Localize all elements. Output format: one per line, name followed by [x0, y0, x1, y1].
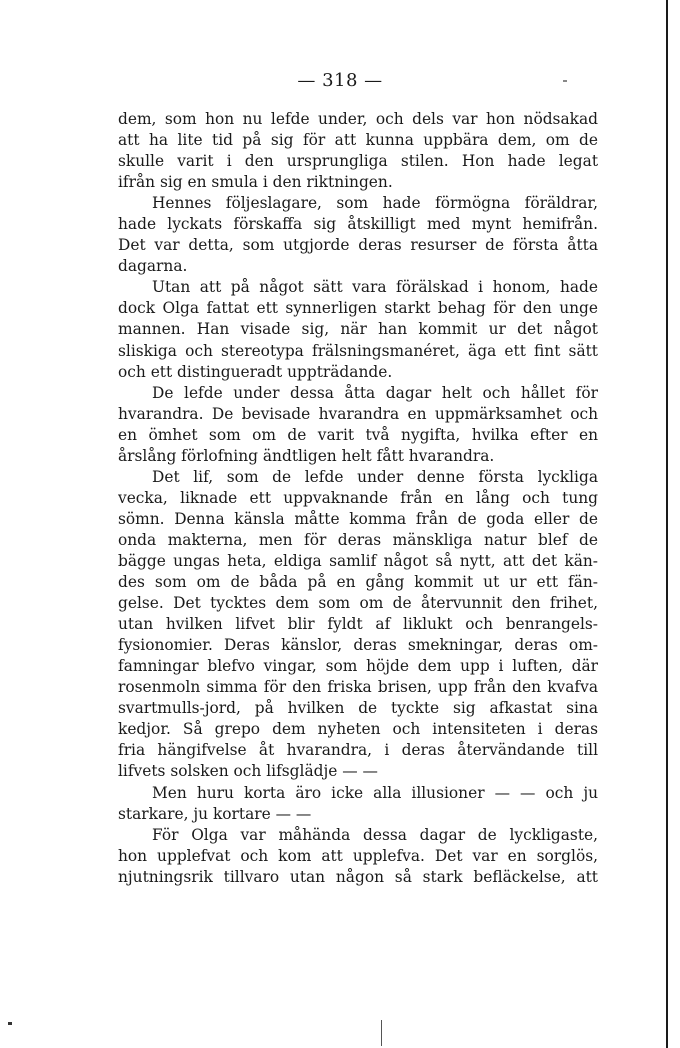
- text-line: vecka, liknade ett uppvaknande från en lång och tung: [118, 488, 598, 507]
- text-line: rosenmoln simma för den friska brisen, upp från den kvafva: [118, 678, 598, 697]
- scan-edge-rule: [666, 0, 668, 1048]
- text-line: bägge ungas heta, eldiga samlif något så nytt, att det kän-: [118, 551, 598, 570]
- text-line: kedjor. Så grepo dem nyheten och intensiteten i deras: [118, 720, 598, 739]
- page-number: — 318 —: [297, 70, 383, 91]
- body-text: [118, 109, 598, 888]
- text-line: fria hängifvelse åt hvarandra, i deras återvändande till: [118, 741, 598, 760]
- text-line: dagarna.: [118, 257, 188, 276]
- text-line: och ett distingueradt uppträdande.: [118, 362, 393, 381]
- text-line: hade lyckats förskaffa sig åtskilligt med mynt hemifrån.: [118, 215, 598, 234]
- text-line: För Olga var måhända dessa dagar de lyckligaste,: [152, 825, 598, 844]
- text-line: mannen. Han visade sig, när han kommit ur det något: [118, 320, 598, 339]
- text-line: Men huru korta äro icke alla illusioner — — och ju: [152, 783, 598, 802]
- text-line: utan hvilken lifvet blir fyldt af liklukt och benrangels-: [118, 615, 598, 634]
- text-line: fysionomier. Deras känslor, deras smekningar, deras om-: [118, 636, 598, 655]
- text-line: famningar blefvo vingar, som höjde dem upp i luften, där: [118, 657, 598, 676]
- text-line: starkare, ju kortare — —: [118, 804, 312, 823]
- text-line: gelse. Det tycktes dem som om de återvunnit den frihet,: [118, 594, 598, 613]
- text-line: sömn. Denna känsla måtte komma från de goda eller de: [118, 509, 598, 528]
- text-line: Det lif, som de lefde under denne första lyckliga: [152, 467, 598, 486]
- text-line: Hennes följeslagare, som hade förmögna föräldrar,: [152, 194, 598, 213]
- text-line: att ha lite tid på sig för att kunna uppbära dem, om de: [118, 131, 598, 150]
- text-line: lifvets solsken och lifsglädje — —: [118, 762, 378, 781]
- text-line: dem, som hon nu lefde under, och dels var hon nödsakad: [118, 110, 598, 128]
- text-line: svartmulls-jord, på hvilken de tyckte sig afkastat sina: [118, 699, 598, 718]
- text-line: skulle varit i den ursprungliga stilen. Hon hade legat: [118, 152, 598, 171]
- text-line: sliskiga och stereotypa frälsningsmanéret, äga ett fint sätt: [118, 341, 598, 360]
- text-line: årslång förlofning ändtligen helt fått hvarandra.: [118, 446, 495, 465]
- text-line: en ömhet som om de varit två nygifta, hvilka efter en: [118, 425, 598, 444]
- text-line: dock Olga fattat ett synnerligen starkt behag för den unge: [118, 299, 598, 318]
- text-line: onda makterna, men för deras mänskliga natur blef de: [118, 530, 598, 549]
- text-line: Det var detta, som utgjorde deras resurser de första åtta: [118, 236, 598, 255]
- text-line: hon upplefvat och kom att upplefva. Det var en sorglös,: [118, 846, 598, 865]
- scan-mark: [381, 1020, 382, 1046]
- text-line: Utan att på något sätt vara förälskad i honom, hade: [152, 278, 598, 297]
- text-line: des som om de båda på en gång kommit ut ur ett fän-: [118, 573, 598, 592]
- text-line: ifrån sig en smula i den riktningen.: [118, 173, 393, 192]
- scan-speck: [8, 1022, 12, 1025]
- text-line: njutningsrik tillvaro utan någon så stark befläckelse, att: [118, 867, 598, 886]
- text-line: De lefde under dessa åtta dagar helt och hållet för: [152, 383, 598, 402]
- text-line: hvarandra. De bevisade hvarandra en uppmärksamhet och: [118, 404, 598, 423]
